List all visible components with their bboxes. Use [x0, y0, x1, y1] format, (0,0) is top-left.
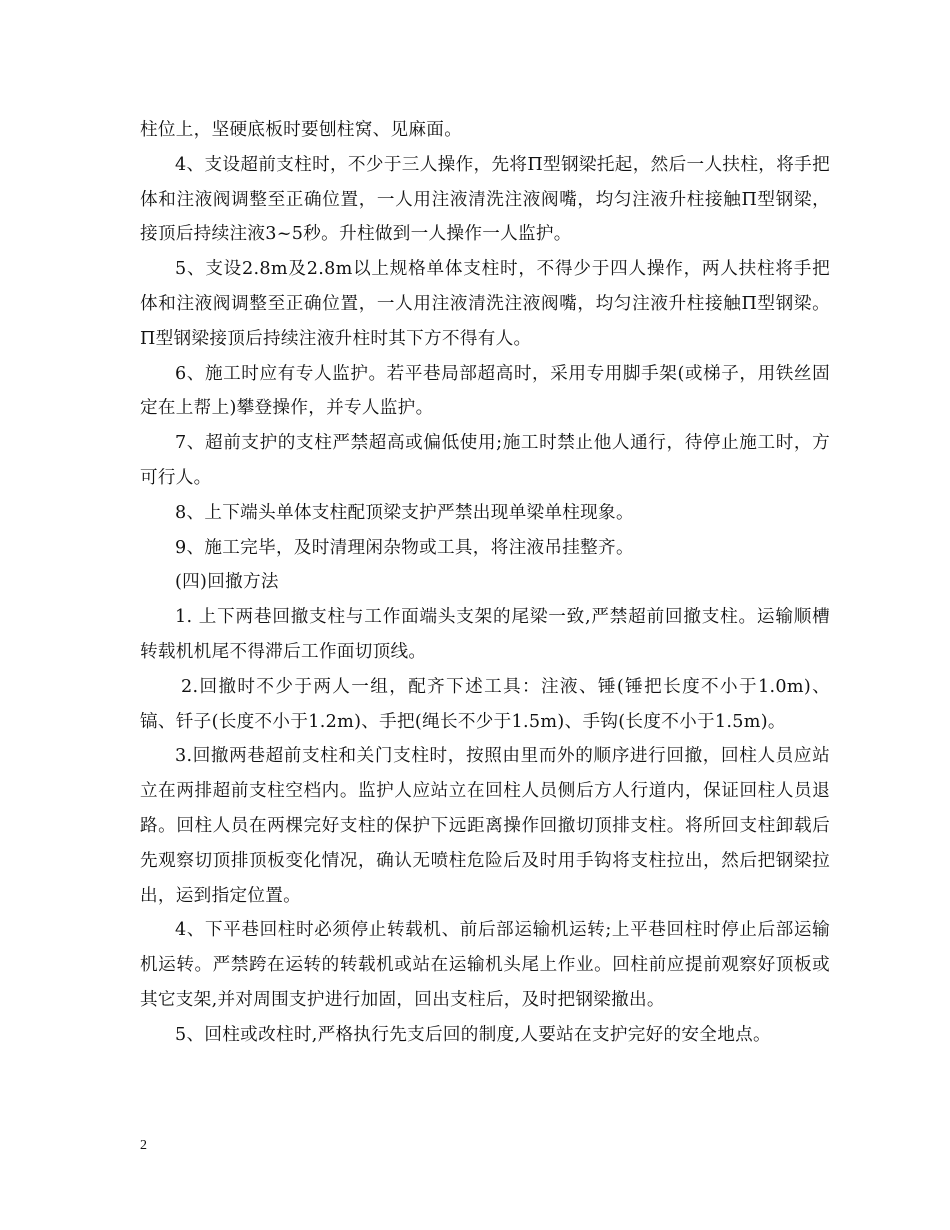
paragraph-item-4: 4、支设超前支柱时，不少于三人操作，先将Π型钢梁托起，然后一人扶柱，将手把体和注液阀调整至正确位置，一人用注液清洗注液阀嘴，均匀注液升柱接触Π型钢梁，接顶后持续注液3~5秒。升柱做到一人操作一人监护。 [140, 154, 830, 245]
paragraph-item-6: 6、施工时应有专人监护。若平巷局部超高时，采用专用脚手架(或梯子，用铁丝固定在上帮上)攀登操作，并专人监护。 [140, 363, 830, 419]
section-heading: (四)回撤方法 [175, 572, 279, 593]
paragraph-retract-5: 5、回柱或改柱时,严格执行先支后回的制度,人要站在支护完好的安全地点。 [175, 1024, 771, 1045]
paragraph-item-7: 7、超前支护的支柱严禁超高或偏低使用;施工时禁止他人通行，待停止施工时，方可行人。 [140, 433, 830, 488]
paragraph-item-9: 9、施工完毕，及时清理闲杂物或工具，将注液吊挂整齐。 [175, 537, 634, 558]
paragraph-retract-1: 1. 上下两巷回撤支柱与工作面端头支架的尾梁一致,严禁超前回撤支柱。运输顺槽转载机机尾不得滞后工作面切顶线。 [140, 607, 830, 662]
body-text [140, 113, 830, 1053]
paragraph-retract-2: 2.回撤时不少于两人一组，配齐下述工具：注液、锤(锤把长度不小于1.0m)、镐、钎子(长度不小于1.2m)、手把(绳长不少于1.5m)、手钩(长度不小于1.5m)。 [140, 676, 830, 732]
paragraph-continued: 柱位上，坚硬底板时要刨柱窝、见麻面。 [140, 120, 463, 140]
paragraph-item-8: 8、上下端头单体支柱配顶梁支护严禁出现单梁单柱现象。 [175, 502, 634, 523]
paragraph-item-5: 5、支设2.8m及2.8m以上规格单体支柱时，不得少于四人操作，两人扶柱将手把体和注液阀调整至正确位置，一人用注液清洗注液阀嘴，均匀注液升柱接触Π型钢梁。Π型钢梁接顶后持续注液升柱时其下方不得有人。 [140, 259, 830, 349]
page-number: 2 [140, 1138, 147, 1153]
paragraph-retract-4: 4、下平巷回柱时必须停止转载机、前后部运输机运转;上平巷回柱时停止后部运输机运转。严禁跨在运转的转载机或站在运输机头尾上作业。回柱前应提前观察好顶板或其它支架,并对周围支护进行加固，回出支柱后，及时把钢梁撤出。 [140, 920, 830, 1010]
paragraph-retract-3: 3.回撤两巷超前支柱和关门支柱时，按照由里而外的顺序进行回撤，回柱人员应站立在两排超前支柱空档内。监护人应站立在回柱人员侧后方人行道内，保证回柱人员退路。回柱人员在两棵完好支柱的保护下远距离操作回撤切顶排支柱。将所回支柱卸载后先观察切顶排顶板变化情况，确认无喷柱危险后及时用手钩将支柱拉出，然后把钢梁拉出，运到指定位置。 [140, 746, 830, 906]
